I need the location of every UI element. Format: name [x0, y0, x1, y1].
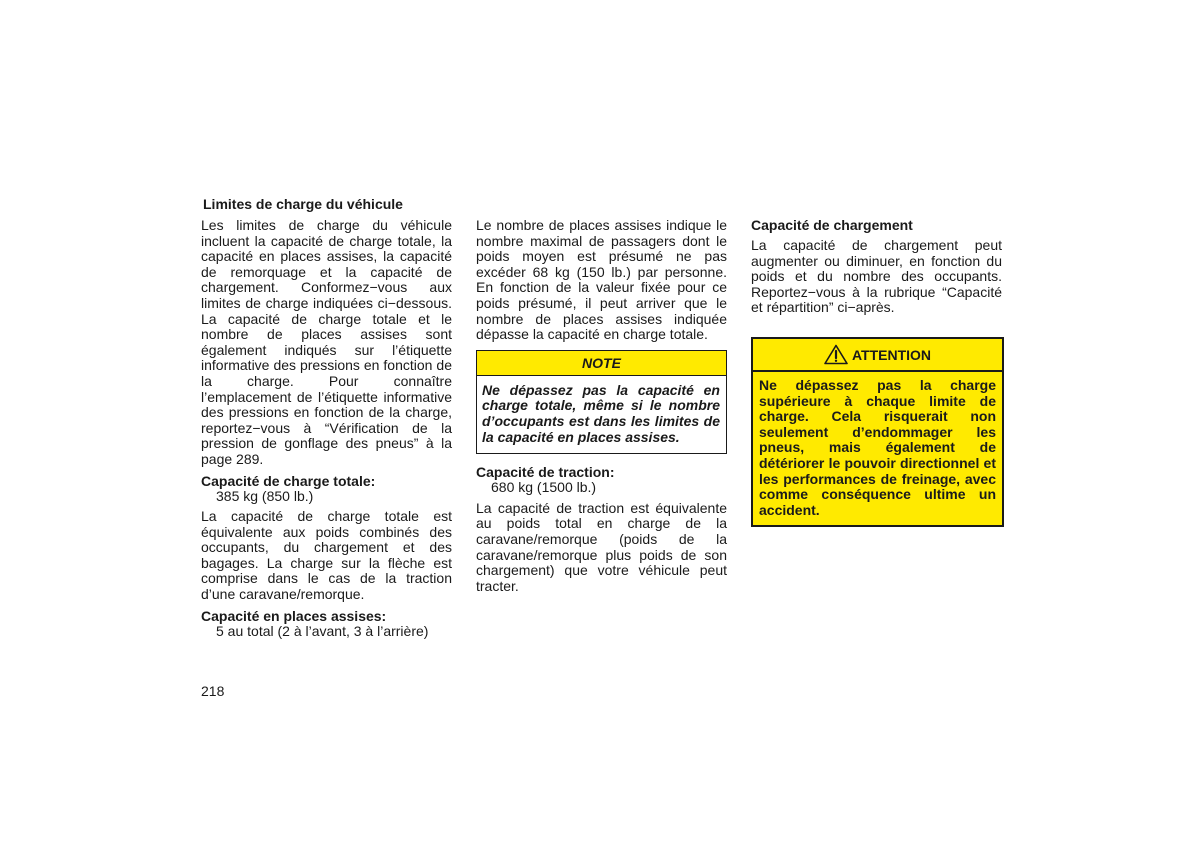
traction-title: Capacité de traction:	[476, 464, 615, 481]
attention-title: ATTENTION	[851, 346, 932, 363]
warning-triangle-icon	[824, 344, 848, 365]
page-number: 218	[201, 683, 225, 699]
total-capacity-text: La capacité de charge totale est équivalente aux poids combinés des occupants, du chargement et des bagages. La charge sur la flèche est comprise dans le cas de la traction d’une caravane/remorque.	[201, 508, 452, 603]
intro-paragraph: Les limites de charge du véhicule incluent la capacité de charge totale, la capacité en places assises, la capacité de remorquage et la capacité de chargement. Conformez−vous aux limites de charge indiquées ci−dessous. La capacité de charge totale et le nombre de places assises sont également indiqués sur l’étiquette informative des pressions en fonction de la charge. Pour connaître l’emplacement de l’étiquette informative des pressions en fonction de la charge, reportez−vous à “Vérification de la pression de gonflage des pneus” à la page 289.	[201, 217, 452, 467]
traction-text: La capacité de traction est équivalente au poids total en charge de la caravane/remorque (poids de la caravane/remorque plus poids de son chargement) que votre véhicule peut tracter.	[476, 499, 727, 594]
cargo-capacity-title: Capacité de chargement	[751, 217, 913, 233]
seating-capacity-title: Capacité en places assises:	[201, 607, 387, 624]
attention-header	[753, 339, 1002, 372]
total-capacity-value: 385 kg (850 lb.)	[216, 487, 314, 504]
note-text: Ne dépassez pas la capacité en charge totale, même si le nombre d’occupants est dans les limites de la capacité en places assises.	[482, 381, 720, 445]
traction-value: 680 kg (1500 lb.)	[491, 479, 597, 496]
total-capacity-title: Capacité de charge totale:	[201, 472, 376, 489]
cargo-capacity-text: La capacité de chargement peut augmenter ou diminuer, en fonction du poids et du nombre des occupants. Reportez−vous à la rubrique “Capacité et répartition” ci−après.	[751, 237, 1002, 316]
attention-box	[751, 337, 1004, 527]
seats-explanation: Le nombre de places assises indique le nombre maximal de passagers dont le poids moyen est présumé ne pas excéder 68 kg (150 lb.) par personne. En fonction de la valeur fixée pour ce poids présumé, il peut arriver que le nombre de places assises indiquée dépasse la capacité en charge totale.	[476, 217, 727, 343]
section-heading: Limites de charge du véhicule	[203, 196, 403, 212]
note-box	[476, 350, 727, 454]
seating-capacity-value: 5 au total (2 à l’avant, 3 à l’arrière)	[216, 622, 429, 639]
attention-text: Ne dépassez pas la charge supérieure à chaque limite de charge. Cela risquerait non seulement d’endommager les pneus, mais également de détériorer le pouvoir directionnel et les performances de freinage, avec comme conséquence ultime un accident.	[759, 377, 996, 518]
note-title: NOTE	[477, 351, 726, 376]
